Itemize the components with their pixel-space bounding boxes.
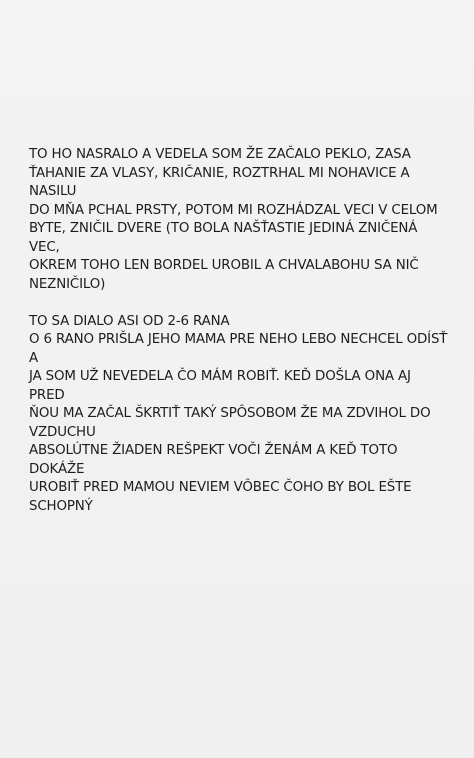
story-paragraph-2: TO SA DIALO ASI OD 2-6 RANA O 6 RANO PRIŠLA JEHO MAMA PRE NEHO LEBO NECHCEL ODÍSŤ A JA SOM UŽ NEVEDELA ČO MÁM ROBIŤ. KEĎ DOŠLA ONA AJ PRED ŇOU MA ZAČAL ŠKRTIŤ TAKÝ SPÔSOBOM ŽE MA ZDVIHOL DO VZDUCHU ABSOLÚTNE ŽIADEN REŠPEKT VOČI ŽENÁM A KEĎ TOTO DOKÁŽE UROBIŤ PRED MAMOU NEVIEM VÔBEC ČOHO BY BOL EŠTE SCHOPNÝ xyxy=(29,313,448,514)
paragraph-spacer xyxy=(29,294,449,313)
story-paragraph-1: TO HO NASRALO A VEDELA SOM ŽE ZAČALO PEKLO, ZASA ŤAHANIE ZA VLASY, KRIČANIE, ROZTRHAL MI NOHAVICE A NASILU DO MŇA PCHAL PRSTY, POTOM MI ROZHÁDZAL VECI V CELOM BYTE, ZNIČIL DVERE (TO BOLA NAŠŤASTIE JEDINÁ ZNIČENÁ VEC, OKREM TOHO LEN BORDEL UROBIL A CHVALABOHU SA NIČ NEZNIČILO) xyxy=(29,147,438,292)
story-text-block xyxy=(29,146,449,516)
